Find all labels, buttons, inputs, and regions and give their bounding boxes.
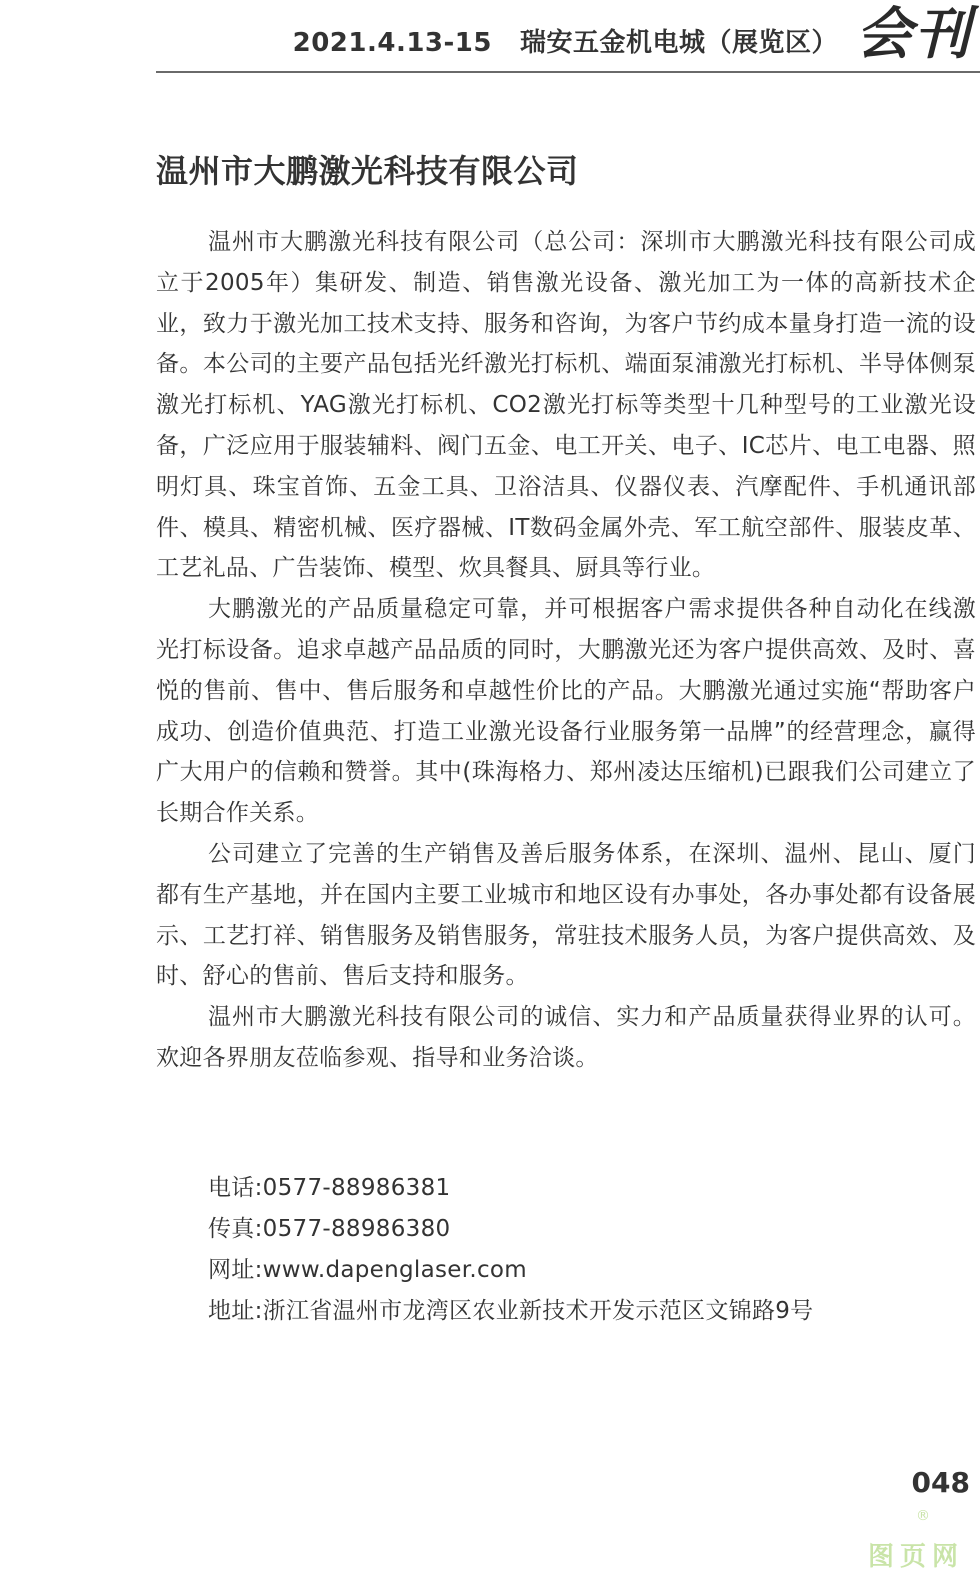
article-body xyxy=(156,222,976,1079)
header-venue: 瑞安五金机电城（展览区） xyxy=(519,28,838,58)
header-logo: 会刊 xyxy=(856,1,972,67)
contact-phone: 电话:0577-88986381 xyxy=(208,1175,451,1201)
article-paragraph: 温州市大鹏激光科技有限公司（总公司：深圳市大鹏激光科技有限公司成立于2005年）集研发、制造、销售激光设备、激光加工为一体的高新技术企业，致力于激光加工技术支持、服务和咨询，为客户节约成本量身打造一流的设备。本公司的主要产品包括光纤激光打标机、端面泵浦激光打标机、半导体侧泵激光打标机、YAG激光打标机、CO2激光打标等类型十几种型号的工业激光设备，广泛应用于服装辅料、阀门五金、电工开关、电子、IC芯片、电工电器、照明灯具、珠宝首饰、五金工具、卫浴洁具、仪器仪表、汽摩配件、手机通讯部件、模具、精密机械、医疗器械、IT数码金属外壳、军工航空部件、服装皮革、工艺礼品、广告装饰、模型、炊具餐具、厨具等行业。 xyxy=(156,229,976,582)
watermark-registered-mark: ® xyxy=(916,1508,930,1524)
contact-address: 地址:浙江省温州市龙湾区农业新技术开发示范区文锦路9号 xyxy=(208,1298,814,1324)
header-divider xyxy=(156,71,980,73)
article-paragraph: 公司建立了完善的生产销售及善后服务体系，在深圳、温州、昆山、厦门都有生产基地，并在国内主要工业城市和地区设有办事处，各办事处都有设备展示、工艺打祥、销售服务及销售服务，常驻技术服务人员，为客户提供高效、及时、舒心的售前、售后支持和服务。 xyxy=(156,840,976,990)
contact-website: 网址:www.dapenglaser.com xyxy=(208,1257,527,1283)
page-number: 048 xyxy=(911,1466,970,1499)
contact-block xyxy=(208,1168,813,1332)
article-title: 温州市大鹏激光科技有限公司 xyxy=(156,152,579,190)
article-paragraph: 大鹏激光的产品质量稳定可靠，并可根据客户需求提供各种自动化在线激光打标设备。追求卓越产品品质的同时，大鹏激光还为客户提供高效、及时、喜悦的售前、售中、售后服务和卓越性价比的产品。大鹏激光通过实施“帮助客户成功、创造价值典范、打造工业激光设备行业服务第一品牌”的经营理念，赢得广大用户的信赖和赞誉。其中(珠海格力、郑州凌达压缩机)已跟我们公司建立了长期合作关系。 xyxy=(156,596,976,827)
page-header xyxy=(0,0,980,74)
article-paragraph: 温州市大鹏激光科技有限公司的诚信、实力和产品质量获得业界的认可。欢迎各界朋友莅临参观、指导和业务洽谈。 xyxy=(156,1004,976,1071)
header-info xyxy=(293,22,838,59)
header-date: 2021.4.13-15 xyxy=(292,28,492,58)
contact-fax: 传真:0577-88986380 xyxy=(208,1216,451,1242)
watermark-logo: 图页网 xyxy=(867,1542,964,1572)
